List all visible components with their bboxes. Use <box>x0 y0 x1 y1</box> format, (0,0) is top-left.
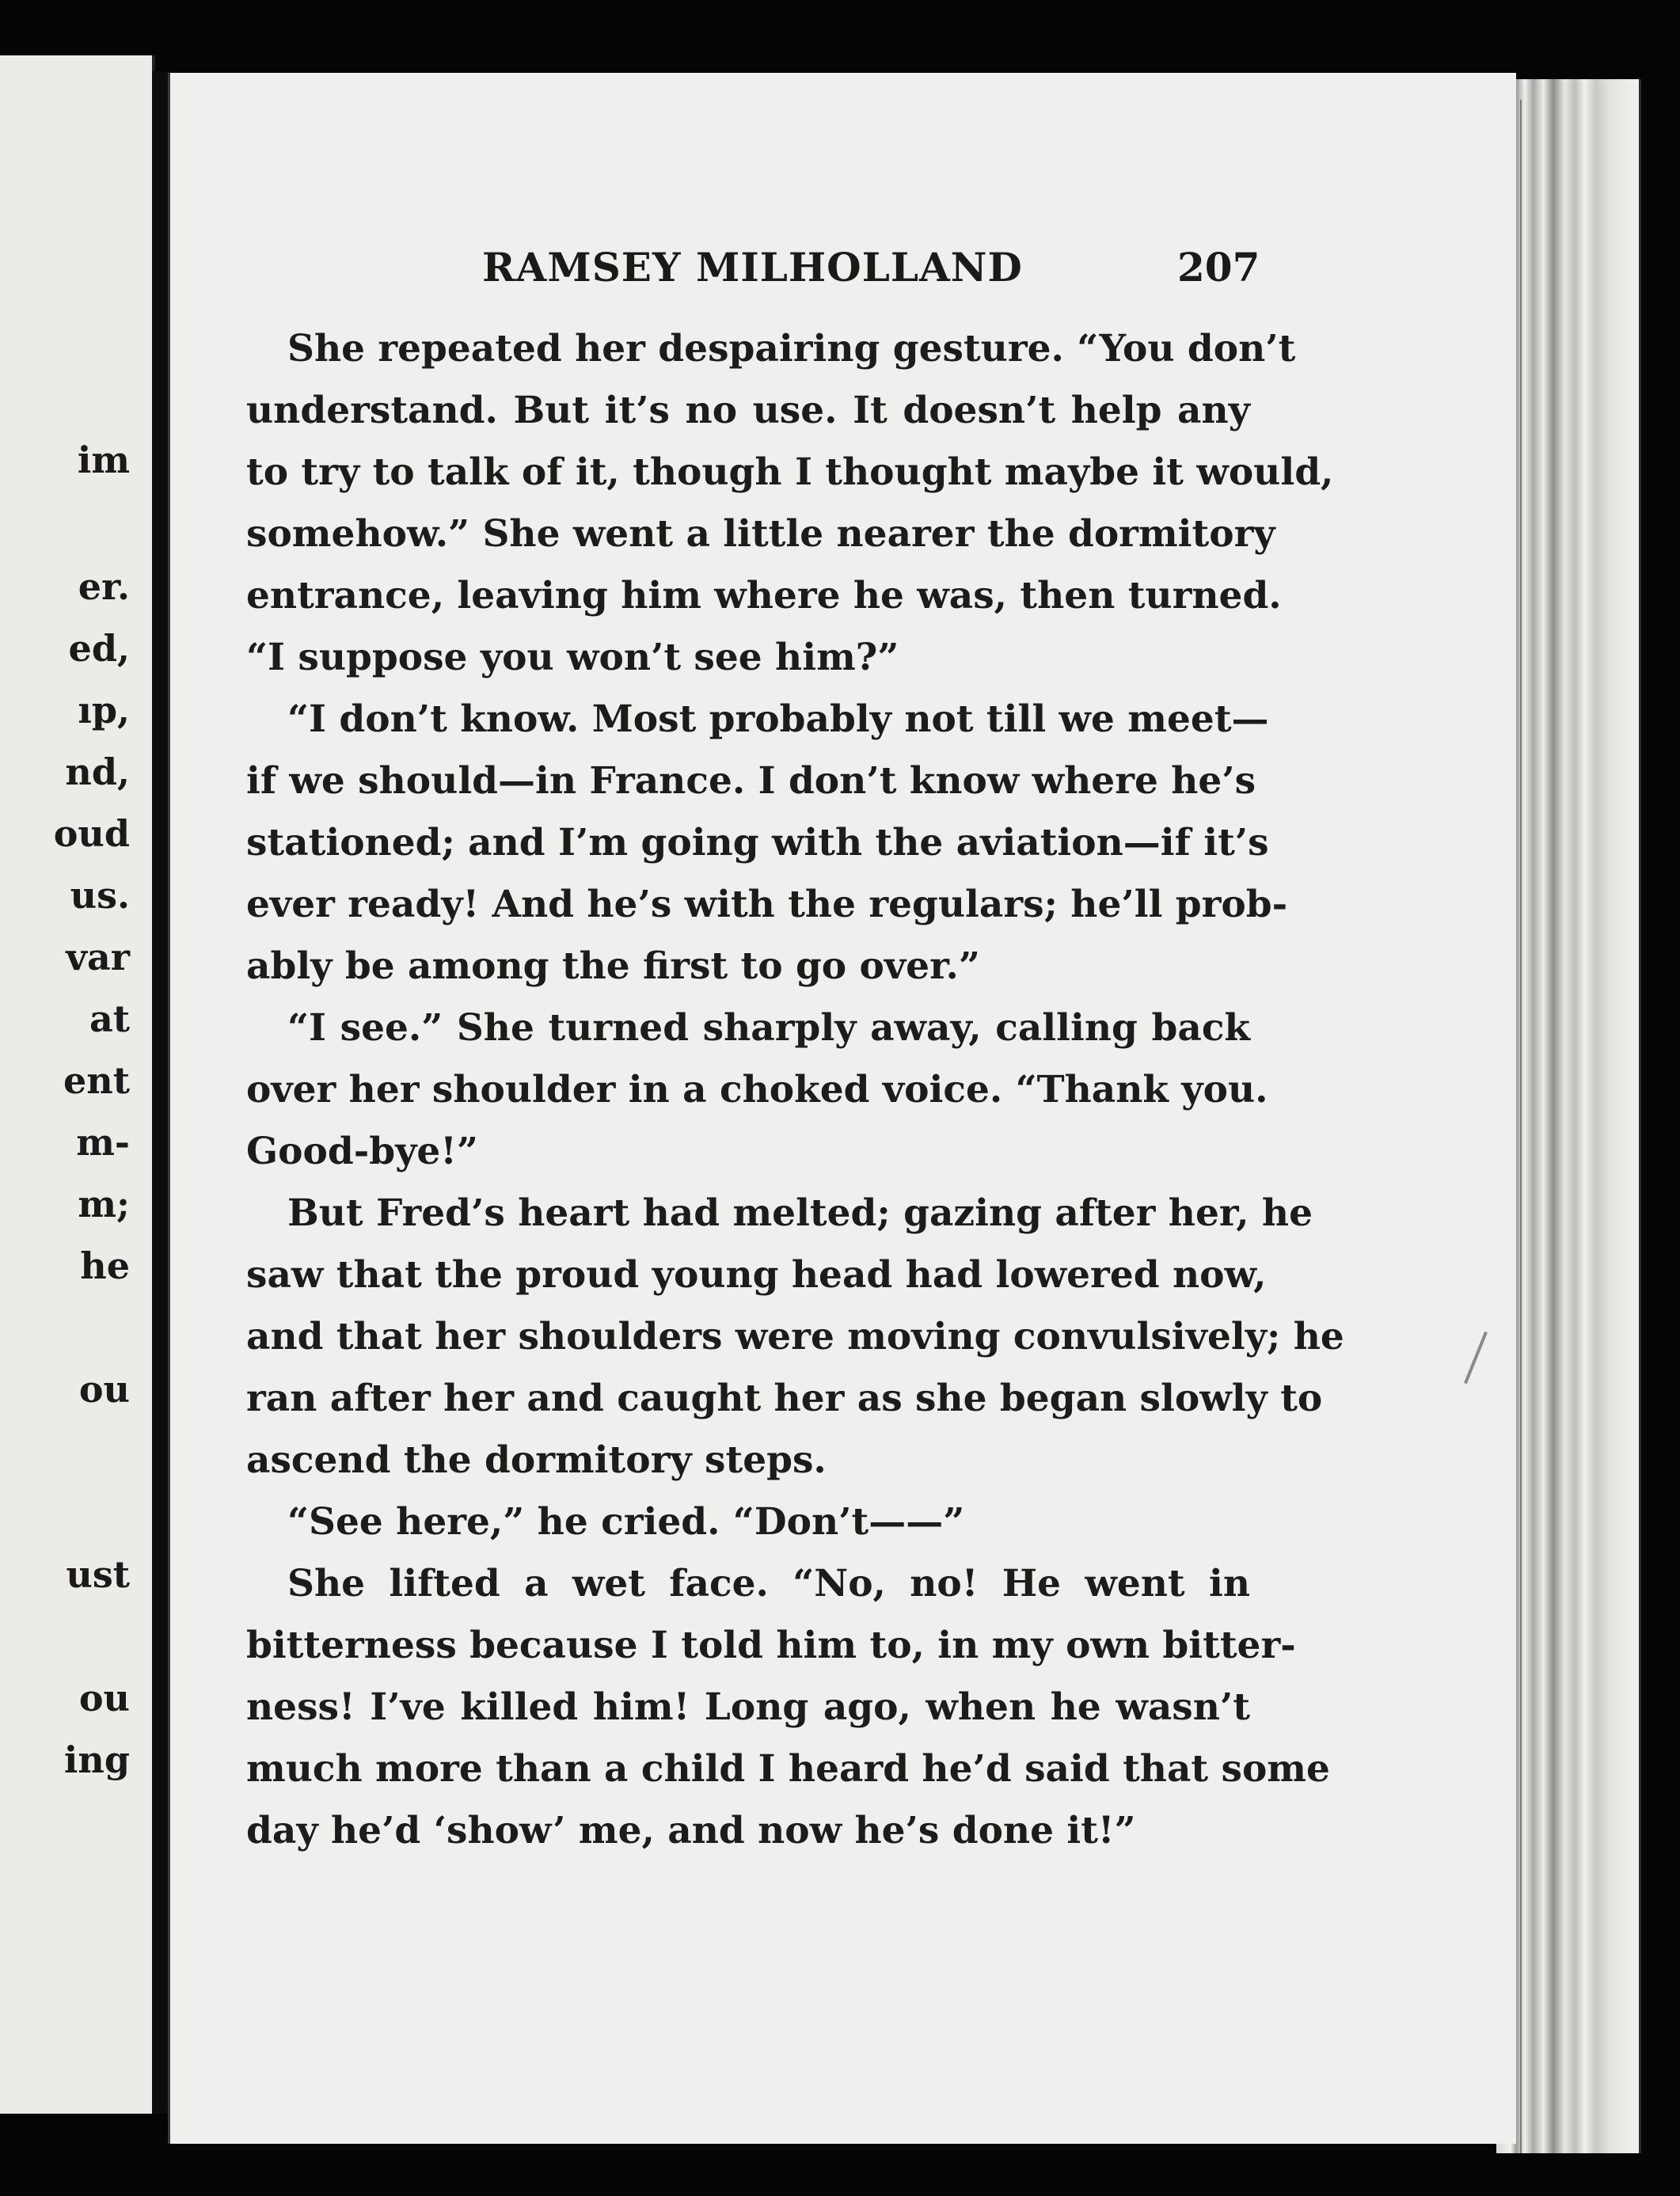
running-title: RAMSEY MILHOLLAND <box>482 244 1023 291</box>
page-number: 207 <box>1177 244 1260 291</box>
left-page-fragment: he <box>80 1244 130 1287</box>
left-page-fragment: var <box>66 936 130 978</box>
text-line: somehow.” She went a little nearer the dormitory <box>246 512 1275 556</box>
text-line: “I suppose you won’t see him?” <box>246 636 899 679</box>
paragraph <box>246 689 1288 997</box>
text-line: if we should—in France. I don’t know where he’s <box>246 759 1256 803</box>
paragraph <box>246 1183 1344 1491</box>
text-line: understand. But it’s no use. It doesn’t help any <box>246 389 1250 432</box>
text-line: “I don’t know. Most probably not till we meet— <box>287 697 1269 741</box>
paragraph <box>246 1553 1330 1862</box>
left-page-fragment: us. <box>70 874 130 917</box>
left-page-fragment: oud <box>53 812 130 855</box>
left-page-fragment: ed, <box>68 627 130 670</box>
left-page-fragment: ıp, <box>78 689 130 731</box>
text-line: But Fred’s heart had melted; gazing after her, he <box>287 1191 1313 1235</box>
text-line: She lifted a wet face. “No, no! He went in <box>287 1562 1250 1605</box>
text-line: over her shoulder in a choked voice. “Thank you. <box>246 1068 1268 1111</box>
text-line: saw that the proud young head had lowered now, <box>246 1253 1267 1297</box>
text-line: “See here,” he cried. “Don’t——” <box>287 1500 965 1544</box>
book-gutter <box>152 71 168 2114</box>
left-page-fragment: at <box>89 997 130 1040</box>
text-line: stationed; and I’m going with the aviation—if it’s <box>246 821 1269 864</box>
left-page-fragment: ou <box>78 1368 130 1411</box>
text-line: ever ready! And he’s with the regulars; he’ll prob- <box>246 883 1288 926</box>
text-line: entrance, leaving him where he was, then turned. <box>246 574 1282 617</box>
left-page-fragment: nd, <box>65 750 130 793</box>
paragraph <box>246 997 1268 1183</box>
text-line: day he’d ‘show’ me, and now he’s done it!” <box>246 1809 1136 1852</box>
left-page-fragment: m; <box>78 1183 130 1225</box>
previous-page <box>0 55 155 2114</box>
left-page-fragment: ent <box>63 1059 130 1102</box>
text-line: ness! I’ve killed him! Long ago, when he wasn’t <box>246 1685 1250 1729</box>
text-line: much more than a child I heard he’d said that some <box>246 1747 1330 1791</box>
body-text <box>246 318 1344 1862</box>
left-page-fragment: ou <box>78 1677 130 1719</box>
page-header <box>170 244 1484 299</box>
paragraph <box>246 1491 1250 1553</box>
text-line: and that her shoulders were moving convulsively; he <box>246 1315 1344 1358</box>
left-page-fragment: im <box>77 439 130 481</box>
text-line: bitterness because I told him to, in my own bitter- <box>246 1624 1296 1667</box>
text-line: ably be among the first to go over.” <box>246 944 980 988</box>
text-line: ran after her and caught her as she began slowly to <box>246 1377 1323 1420</box>
text-line: to try to talk of it, though I thought maybe it would, <box>246 450 1334 494</box>
page-edge-line <box>1520 100 1640 2153</box>
left-page-fragment: ing <box>63 1738 130 1781</box>
text-line: “I see.” She turned sharply away, calling back <box>287 1006 1250 1050</box>
paragraph <box>246 318 1334 689</box>
text-line: Good-bye!” <box>246 1130 478 1173</box>
left-page-fragment: er. <box>78 565 130 608</box>
text-line: She repeated her despairing gesture. “You don’t <box>287 327 1296 370</box>
book-page <box>168 73 1516 2144</box>
left-page-fragment: ust <box>66 1553 130 1596</box>
text-line: ascend the dormitory steps. <box>246 1438 827 1482</box>
left-page-fragment: m- <box>76 1121 130 1164</box>
